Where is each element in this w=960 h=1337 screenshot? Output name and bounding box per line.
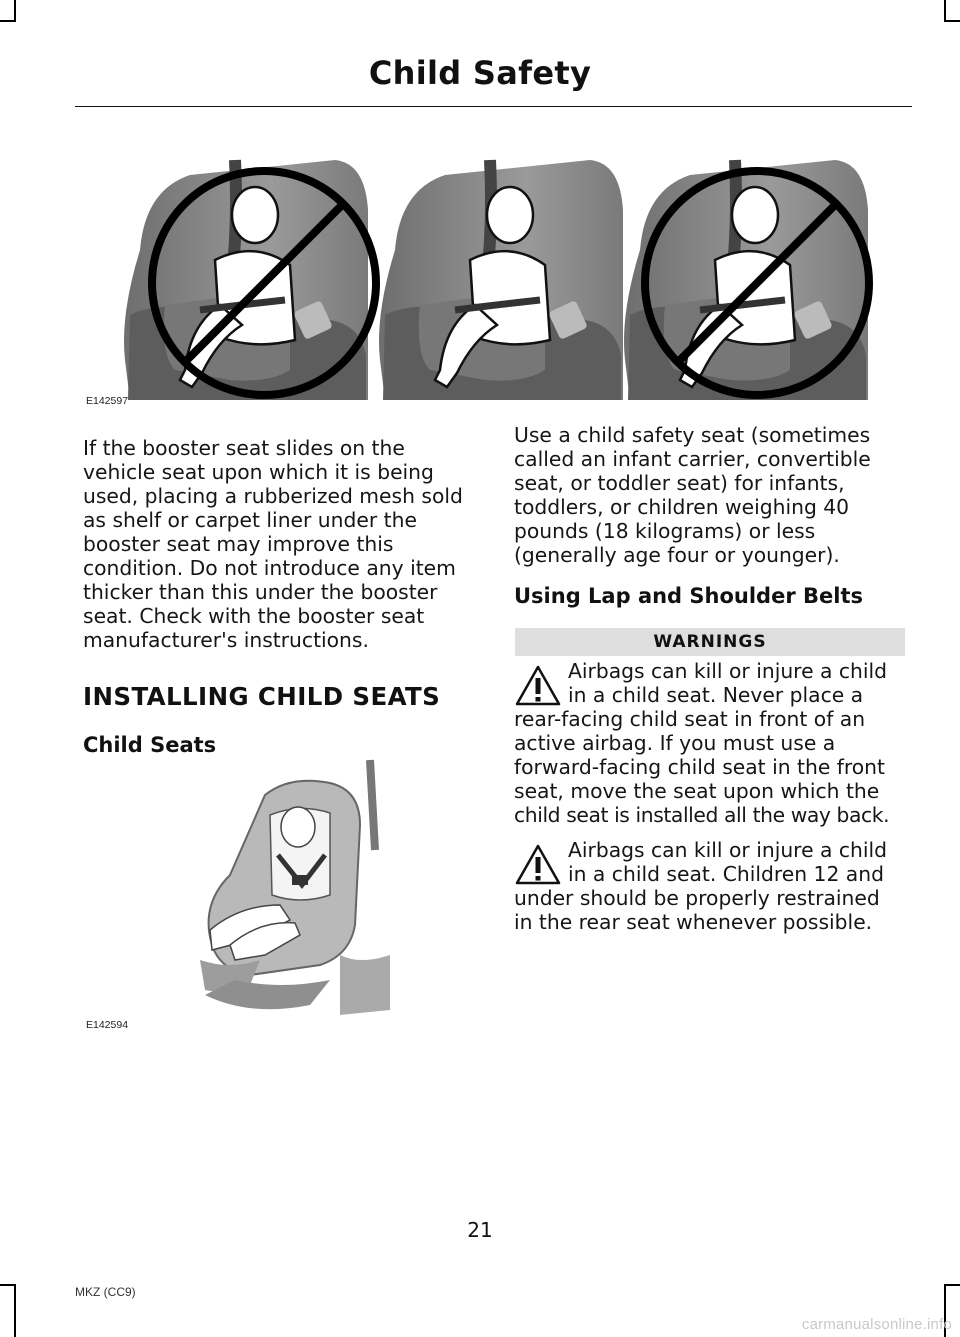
- text-line: thicker than this under the booster: [83, 580, 438, 604]
- left-paragraph: [83, 436, 478, 652]
- crop-mark: [14, 1284, 16, 1337]
- text-line: in a child seat. Never place a: [568, 683, 864, 707]
- text-line: seat, move the seat upon which the: [514, 779, 880, 803]
- figure-label: E142594: [86, 1019, 129, 1031]
- subsection-heading: Child Seats: [83, 733, 217, 757]
- text-line: If the booster seat slides on the: [83, 436, 405, 460]
- text-line: seat. Check with the booster seat: [83, 604, 425, 628]
- text-line: pounds (18 kilograms) or less: [514, 519, 816, 543]
- text-line: vehicle seat upon which it is being: [83, 460, 434, 484]
- text-line: in a child seat. Children 12 and: [568, 862, 884, 886]
- text-line: under should be properly restrained: [514, 886, 880, 910]
- page-title: Child Safety: [368, 54, 592, 92]
- text-line: toddlers, or children weighing 40: [514, 495, 850, 519]
- text-line: Use a child safety seat (sometimes: [514, 423, 871, 447]
- crop-mark: [0, 1284, 16, 1286]
- crop-mark: [944, 0, 946, 20]
- text-line: used, placing a rubberized mesh sold: [83, 484, 463, 508]
- text-line: booster seat may improve this: [83, 532, 394, 556]
- text-line: as shelf or carpet liner under the: [83, 508, 417, 532]
- crop-mark: [944, 1284, 960, 1286]
- text-line: Airbags can kill or injure a child: [568, 838, 888, 862]
- page-number: 21: [467, 1218, 493, 1242]
- crop-mark: [944, 20, 960, 22]
- subsection-heading: Using Lap and Shoulder Belts: [514, 584, 863, 608]
- text-line: forward-facing child seat in the front: [514, 755, 885, 779]
- crop-mark: [14, 0, 16, 20]
- warnings-banner: WARNINGS: [515, 628, 905, 656]
- text-line: condition. Do not introduce any item: [83, 556, 456, 580]
- figure-label: E142597: [86, 395, 129, 407]
- watermark: carmanualsonline.info: [801, 1316, 952, 1333]
- text-line: (generally age four or younger).: [514, 543, 840, 567]
- crop-mark: [0, 20, 16, 22]
- warning-text: [514, 838, 909, 934]
- text-line: active airbag. If you must use a: [514, 731, 836, 755]
- text-line: in the rear seat whenever possible.: [514, 910, 873, 934]
- booster-seat-illustration: [120, 155, 875, 405]
- text-line: called an infant carrier, convertible: [514, 447, 871, 471]
- text-line: rear-facing child seat in front of an: [514, 707, 866, 731]
- text-line: child seat is installed all the way back.: [514, 803, 890, 827]
- text-line: Airbags can kill or injure a child: [568, 659, 888, 683]
- header-divider: [75, 106, 912, 107]
- section-heading: INSTALLING CHILD SEATS: [83, 682, 441, 711]
- warning-text: [514, 659, 909, 827]
- model-code: MKZ (CC9): [75, 1285, 136, 1299]
- text-line: manufacturer's instructions.: [83, 628, 369, 652]
- child-seat-illustration: [190, 755, 390, 1020]
- right-paragraph: [514, 423, 909, 567]
- text-line: seat, or toddler seat) for infants,: [514, 471, 845, 495]
